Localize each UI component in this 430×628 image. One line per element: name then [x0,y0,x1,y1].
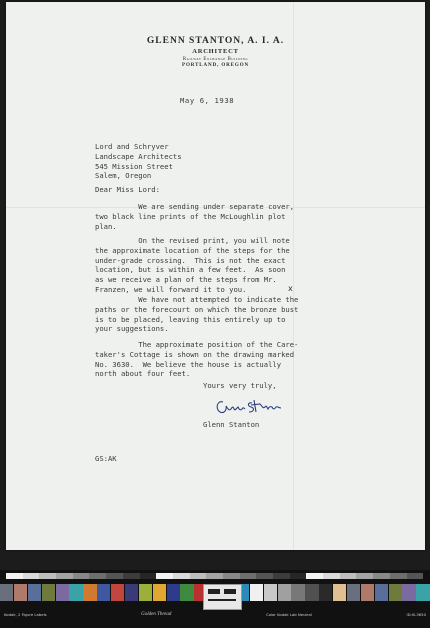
paper-fold-line-vertical [293,2,294,550]
gray-step [206,573,223,579]
grayscale-step-strip [6,573,423,579]
gray-step [39,573,56,579]
color-patch [167,584,180,601]
gray-step [240,573,257,579]
color-patch [97,584,110,601]
letterhead-building: Railway Exchange Building [182,57,249,62]
salutation: Dear Miss Lord: [95,185,160,194]
scale-reference-box [203,584,242,610]
reference-initials: GS:AK [95,454,117,463]
color-patch [180,584,193,601]
gray-step [223,573,240,579]
margin-mark: x [288,284,293,293]
gray-step [273,573,290,579]
gray-step [256,573,273,579]
typed-signature: Glenn Stanton [203,420,260,429]
gray-step [56,573,73,579]
target-labels [4,612,426,617]
gray-step [173,573,190,579]
letterhead-city: PORTLAND, OREGON [181,63,249,68]
color-patch [111,584,124,601]
color-patch [319,584,332,601]
gray-step [323,573,340,579]
gray-step [6,573,23,579]
inside-address: Lord and Schryver Landscape Architects 545 Mission Street Salem, Oregon [95,142,182,181]
gray-step [123,573,140,579]
gray-step [373,573,390,579]
color-patch [389,584,402,601]
letterhead [6,36,425,68]
gray-step [340,573,357,579]
color-patch [153,584,166,601]
gray-step [390,573,407,579]
body-paragraph-3: We have not attempted to indicate the paths or the forecourt on which the bronze bust is to be placed, leaving this entirely up to your suggestions. [95,295,299,334]
color-patch [125,584,138,601]
body-paragraph-1: We are sending under separate cover, two black line prints of the McLoughlin plot plan. [95,202,295,231]
gray-step [156,573,173,579]
target-right-label: Color Kodak Lab Neutral [265,612,312,617]
color-patch [416,584,429,601]
color-patch [56,584,69,601]
complimentary-closing: Yours very truly, [203,381,277,390]
gray-step [407,573,424,579]
gray-step [140,573,157,579]
color-patch [264,584,277,601]
color-patch [347,584,360,601]
gray-step [89,573,106,579]
letter-page [6,2,425,550]
color-patch [14,584,27,601]
gray-step [73,573,90,579]
gray-step [23,573,40,579]
color-patch [28,584,41,601]
target-left-label: Kodak, 2 Figure Labels [4,612,47,617]
color-patch [0,584,13,601]
color-patch [305,584,318,601]
color-patch [83,584,96,601]
letterhead-title: ARCHITECT [192,48,239,55]
gray-step [290,573,307,579]
target-id-label: ID:0L3650 [406,612,426,617]
color-patch [361,584,374,601]
gray-step [356,573,373,579]
gray-step [190,573,207,579]
body-paragraph-2: On the revised print, you will note the approximate location of the steps for the under-grade crossing. This is not the exact location, but is within a few feet. As soon as we receive a plan of the steps from Mr. Franzen, we will forward it to you. [95,236,290,294]
color-patch [69,584,82,601]
letter-date: May 6, 1938 [180,96,235,105]
color-patch [291,584,304,601]
color-patch [250,584,263,601]
letterhead-name: GLENN STANTON, A. I. A. [146,36,285,46]
color-patch [139,584,152,601]
handwritten-signature [214,397,286,417]
gray-step [306,573,323,579]
color-patch [333,584,346,601]
gray-step [106,573,123,579]
target-center-label: Golden Thread [141,612,172,617]
color-patch [402,584,415,601]
color-patch [375,584,388,601]
body-paragraph-4: The approximate position of the Care- taker's Cottage is shown on the drawing marked No. 3630. We believe the house is actually north about four feet. [95,340,299,379]
color-patch [278,584,291,601]
color-patch [42,584,55,601]
